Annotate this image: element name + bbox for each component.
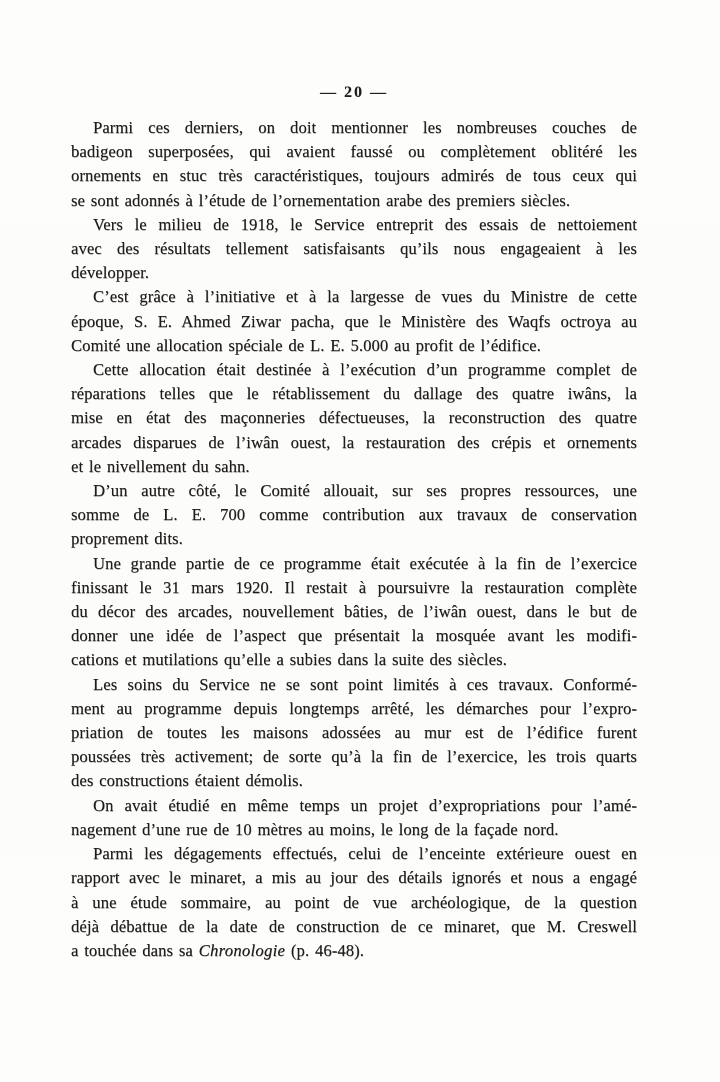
text-block	[71, 116, 637, 963]
text-line: donner une idée de l’aspect que présentait la mosquée avant les modifi-	[71, 626, 637, 646]
page-number: — 20 —	[320, 84, 388, 101]
text-line: mise en état des maçonneries défectueuses, la reconstruction des quatre	[71, 408, 637, 428]
text-line: ornements en stuc très caractéristiques, toujours admirés de tous ceux qui	[71, 166, 637, 186]
text-line: avec des résultats tellement satisfaisants qu’ils nous engageaient à les	[71, 239, 637, 259]
text-line: poussées très activement; de sorte qu’à la fin de l’exercice, les trois quarts	[71, 747, 637, 767]
text-line: proprement dits.	[71, 529, 183, 549]
text-line: Cette allocation était destinée à l’exécution d’un programme complet de	[93, 360, 637, 380]
text-line: D’un autre côté, le Comité allouait, sur ses propres ressources, une	[93, 481, 637, 501]
text-line: cations et mutilations qu’elle a subies dans la suite des siècles.	[71, 650, 507, 670]
text-line: somme de L. E. 700 comme contribution aux travaux de conservation	[71, 505, 637, 525]
paragraph	[71, 358, 637, 479]
text-line: rapport avec le minaret, a mis au jour des détails ignorés et nous a engagé	[71, 868, 637, 888]
text-line: Les soins du Service ne se sont point limités à ces travaux. Conformé-	[93, 674, 637, 694]
text-line: arcades disparues de l’iwân ouest, la restauration des crépis et ornements	[71, 432, 637, 452]
text-line	[71, 939, 637, 963]
text-line: et le nivellement du sahn.	[71, 456, 250, 476]
text-line: se sont adonnés à l’étude de l’ornementation arabe des premiers siècles.	[71, 190, 571, 210]
paragraph	[71, 285, 637, 358]
text-line: On avait étudié en même temps un projet d’expropriations pour l’amé-	[93, 795, 637, 815]
paragraph	[71, 479, 637, 552]
text-line: nagement d’une rue de 10 mètres au moins, le long de la façade nord.	[71, 819, 559, 839]
paragraph	[71, 213, 637, 286]
text-line: badigeon superposées, qui avaient faussé ou complètement oblitéré les	[71, 142, 637, 162]
text-line: Comité une allocation spéciale de L. E. 5.000 au profit de l’édifice.	[71, 335, 541, 355]
text-line: Parmi les dégagements effectués, celui de l’enceinte extérieure ouest en	[93, 844, 637, 864]
paragraph	[71, 673, 637, 794]
text-line: du décor des arcades, nouvellement bâties, de l’iwân ouest, dans le but de	[71, 602, 637, 622]
text-line: déjà débattue de la date de construction de ce minaret, que M. Creswell	[71, 916, 637, 936]
text-line: à une étude sommaire, au point de vue archéologique, de la question	[71, 892, 637, 912]
paragraph	[71, 842, 637, 963]
text-segment: a touchée dans sa	[71, 940, 199, 960]
text-line: Une grande partie de ce programme était exécutée à la fin de l’exercice	[93, 553, 637, 573]
text-line: des constructions étaient démolis.	[71, 771, 303, 791]
text-line: ment au programme depuis longtemps arrêté, les démarches pour l’expro-	[71, 698, 637, 718]
text-line: priation de toutes les maisons adossées au mur est de l’édifice furent	[71, 723, 637, 743]
text-line: Parmi ces derniers, on doit mentionner les nombreuses couches de	[93, 118, 637, 137]
book-title-italic: Chronologie	[198, 940, 286, 960]
text-line: époque, S. E. Ahmed Ziwar pacha, que le Ministère des Waqfs octroya au	[71, 311, 637, 331]
text-line: C’est grâce à l’initiative et à la largesse de vues du Ministre de cette	[93, 287, 637, 307]
text-line: réparations telles que le rétablissement du dallage des quatre iwâns, la	[71, 384, 637, 404]
text-segment: (p. 46-48).	[285, 940, 365, 960]
paragraph	[71, 794, 637, 842]
paragraph	[71, 116, 637, 213]
paragraph	[71, 552, 637, 673]
text-line: développer.	[71, 263, 150, 283]
text-line: Vers le milieu de 1918, le Service entreprit des essais de nettoiement	[93, 214, 637, 234]
text-line: finissant le 31 mars 1920. Il restait à poursuivre la restauration complète	[71, 577, 637, 597]
